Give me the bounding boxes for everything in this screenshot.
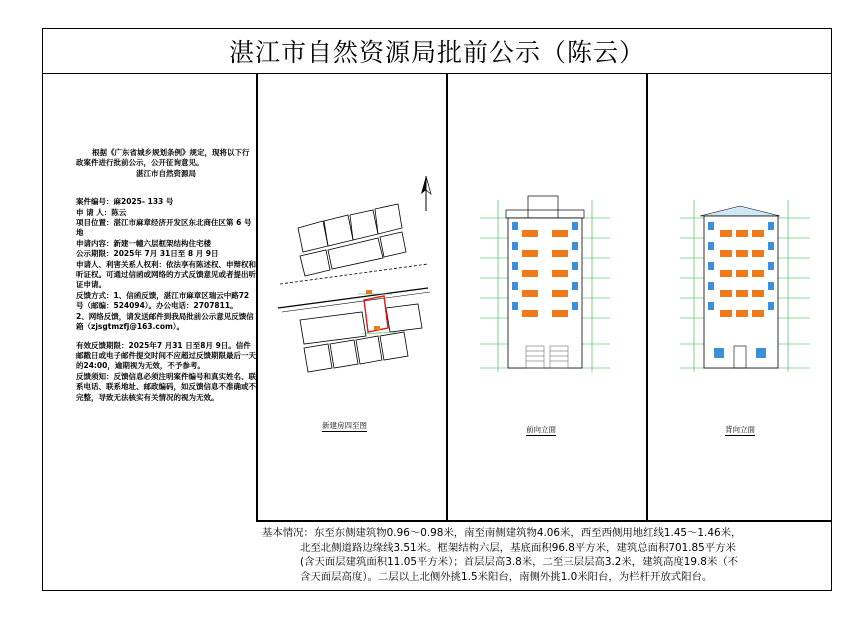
- basic-info-line-2: 北至北侧道路边缘线3.51米。框架结构六层，基底面积96.8平方米，建筑总面积701.85平方米: [300, 541, 736, 554]
- front-elevation-label: 前向立面: [526, 425, 556, 434]
- feedback-requirement: 反馈须知：反馈信息必须注明案件编号和真实姓名、联系电话、联系地址、邮政编码，如反馈信息不准确或不完整，导致无法核实有关情况的视为无效。: [76, 371, 256, 402]
- page-title: 湛江市自然资源局批前公示（陈云）: [42, 28, 832, 74]
- feedback-channel-email: 2、网络反馈，请发送邮件到我局批前公示意见反馈信箱（zjsgtmzfj@163.com）。: [76, 311, 254, 332]
- divider-mid1: [446, 74, 448, 520]
- north-arrow-icon: [421, 176, 431, 211]
- basic-info-line-4: 含天面层高度）。二层以上北侧外挑1.5米阳台，南侧外挑1.0米阳台，为栏杆开放式阳台。: [300, 570, 713, 583]
- feedback-channel-letter: 反馈方式：1、信函反馈，湛江市麻章区瑞云中路72号（邮编：524094）。办公电话：2707811。: [76, 290, 250, 311]
- divider-bottom: [256, 520, 832, 522]
- divider-mid2: [646, 74, 648, 520]
- basic-info-line-3: (含天面层建筑面积11.05平方米）；首层层高3.8米，二至三层层高3.2米，建筑高度19.8米（不: [300, 556, 739, 569]
- notice-org: 湛江市自然资源局: [136, 168, 196, 178]
- project-location: 项目位置：湛江市麻章经济开发区东北商住区第 6 号地: [76, 218, 252, 238]
- case-number: 案件编号：麻2025- 133 号: [76, 197, 174, 207]
- back-elevation-label: 背向立面: [725, 425, 755, 434]
- basic-info: [262, 526, 822, 584]
- basic-info-line-1: 基本情况：东至东侧建筑物0.96～0.98米，南至南侧建筑物4.06米，西至西侧用地红线1.45～1.46米，: [262, 527, 742, 539]
- notice-period: 公示期限：2025年 7月 31日至 8 月 9日: [76, 249, 219, 259]
- applicant: 申 请 人：陈云: [76, 207, 127, 217]
- party-rights: 申请人、利害关系人权利：依法享有陈述权、申辩权和听证权。可通过信函或网络的方式反馈意见或者提出听证申请。: [76, 259, 256, 290]
- front-elevation-drawing: [470, 186, 620, 376]
- site-plan-drawing: [258, 76, 444, 516]
- feedback-deadline: 有效反馈期限：2025年7 月31 日至8月 9日。信件邮戳日或电子邮件提交时间不应超过反馈期限最后一天的24:00，逾期视为无效，不予参考。: [76, 340, 256, 371]
- notice-intro: 根据《广东省城乡规划条例》规定，现将以下行政案件进行批前公示，公开征询意见。: [76, 148, 250, 168]
- notice-text: [76, 148, 256, 403]
- site-plan-label: 新建房四至图: [322, 421, 367, 430]
- back-elevation-drawing: [670, 186, 820, 376]
- application-content: 申请内容：新建一幢六层框架结构住宅楼: [76, 238, 211, 248]
